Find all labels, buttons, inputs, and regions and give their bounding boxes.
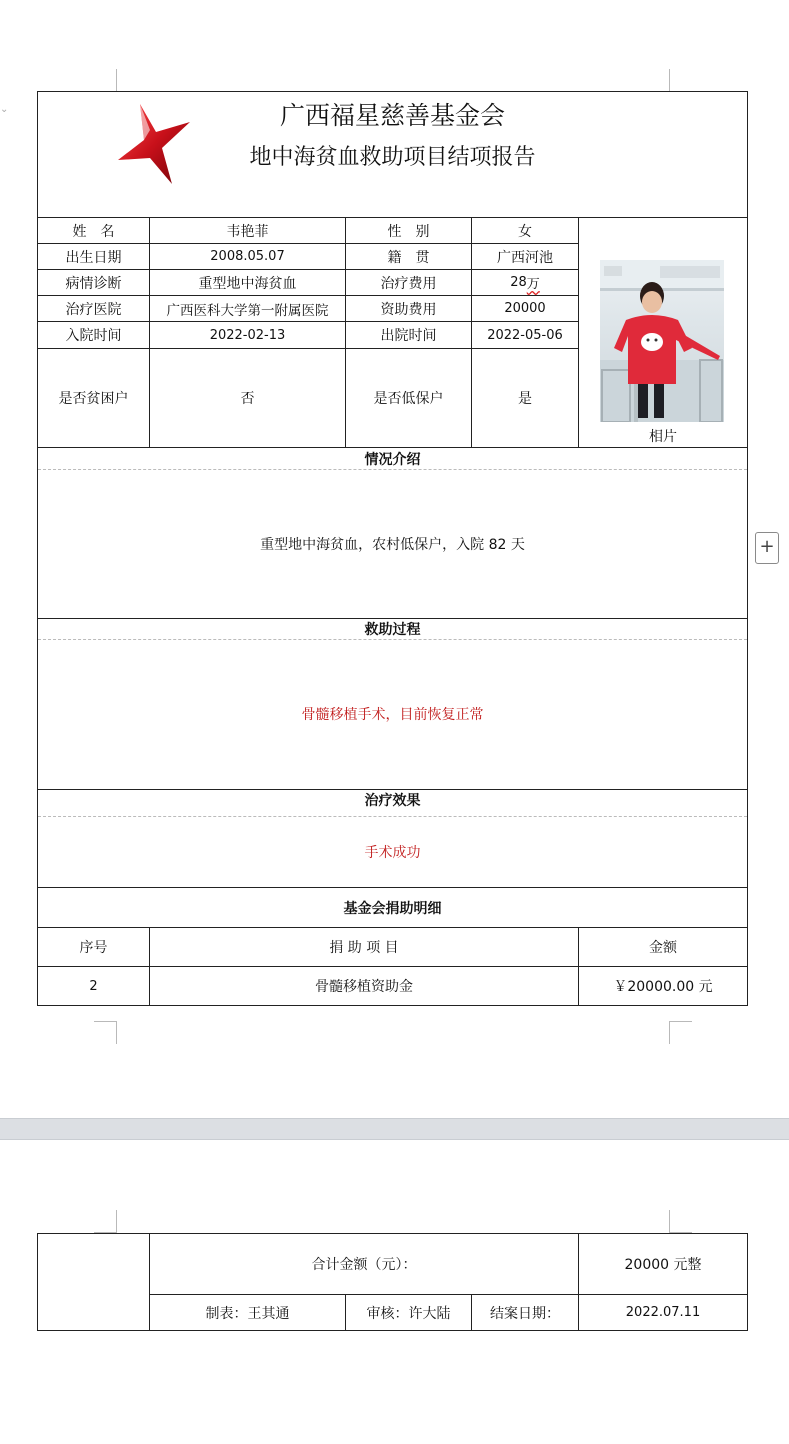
name-value: 韦艳菲 — [226, 223, 269, 240]
discharge-value: 2022-05-06 — [487, 327, 563, 343]
process-text: 骨髓移植手术，目前恢复正常 — [301, 707, 484, 723]
page-corner-mark — [94, 1210, 117, 1233]
gender-value: 女 — [518, 223, 532, 240]
cost-value — [472, 270, 578, 295]
lowinc-value: 是 — [518, 391, 532, 407]
native-label: 籍 贯 — [387, 249, 430, 266]
diagnosis-value: 重型地中海贫血 — [198, 275, 297, 292]
lowinc-label: 是否低保户 — [373, 391, 444, 407]
reviewer-label: 审核：许大陆 — [366, 1305, 451, 1322]
birth-label: 出生日期 — [65, 249, 122, 266]
cost-label: 治疗费用 — [380, 275, 437, 292]
native-value: 广西河池 — [497, 249, 553, 266]
donation-row-no: 2 — [89, 978, 98, 994]
cost-value-number: 28 — [510, 275, 527, 290]
add-row-button[interactable]: + — [755, 532, 779, 564]
donation-row-item: 骨髓移植资助金 — [315, 979, 413, 995]
total-amount-value: 20000 元整 — [624, 1257, 702, 1273]
gender-label: 性 别 — [387, 223, 430, 240]
donation-title: 基金会捐助明细 — [343, 900, 442, 917]
donation-col-no: 序号 — [79, 940, 108, 956]
effect-title: 治疗效果 — [364, 793, 421, 809]
page-corner-mark — [669, 69, 692, 92]
diagnosis-label: 病情诊断 — [65, 275, 122, 292]
discharge-label: 出院时间 — [380, 328, 437, 344]
donation-col-amount: 金额 — [649, 940, 677, 956]
total-amount-label: 合计金额（元）： — [311, 1257, 417, 1273]
donation-row-amount: ￥20000.00 元 — [613, 979, 713, 995]
report-table — [37, 91, 748, 1006]
margin-marker: ⌄ — [0, 104, 9, 115]
intro-title: 情况介绍 — [364, 451, 421, 468]
poor-label: 是否贫困户 — [58, 391, 129, 407]
page-corner-mark — [94, 1021, 117, 1044]
photo-label: 相片 — [649, 429, 677, 445]
report-title: 地中海贫血救助项目结项报告 — [249, 144, 536, 170]
name-label: 姓 名 — [72, 223, 115, 240]
hospital-label: 治疗医院 — [65, 301, 122, 318]
poor-value: 否 — [240, 391, 255, 407]
maker-label: 制表：王其通 — [205, 1305, 290, 1322]
process-title: 救助过程 — [364, 622, 421, 638]
page-separator — [0, 1118, 789, 1140]
page-corner-mark — [94, 69, 117, 92]
child-photo-icon — [600, 260, 724, 422]
aid-label: 资助费用 — [380, 301, 437, 318]
effect-text: 手术成功 — [364, 845, 421, 861]
hospital-value: 广西医科大学第一附属医院 — [166, 302, 329, 319]
aid-value: 20000 — [504, 301, 546, 316]
org-name: 广西福星慈善基金会 — [279, 101, 505, 130]
intro-text: 重型地中海贫血，农村低保户，入院 82 天 — [260, 537, 525, 553]
page-corner-mark — [669, 1021, 692, 1044]
summary-table — [37, 1233, 748, 1331]
admit-label: 入院时间 — [65, 328, 122, 344]
admit-value: 2022-02-13 — [209, 327, 286, 343]
cost-value-unit: 万 — [526, 277, 540, 292]
close-date-label: 结案日期： — [490, 1305, 560, 1322]
page-corner-mark — [669, 1210, 692, 1233]
donation-col-item: 捐 助 项 目 — [329, 940, 399, 956]
close-date-value: 2022.07.11 — [625, 1305, 701, 1320]
patient-photo — [600, 260, 724, 422]
birth-value: 2008.05.07 — [210, 249, 285, 264]
